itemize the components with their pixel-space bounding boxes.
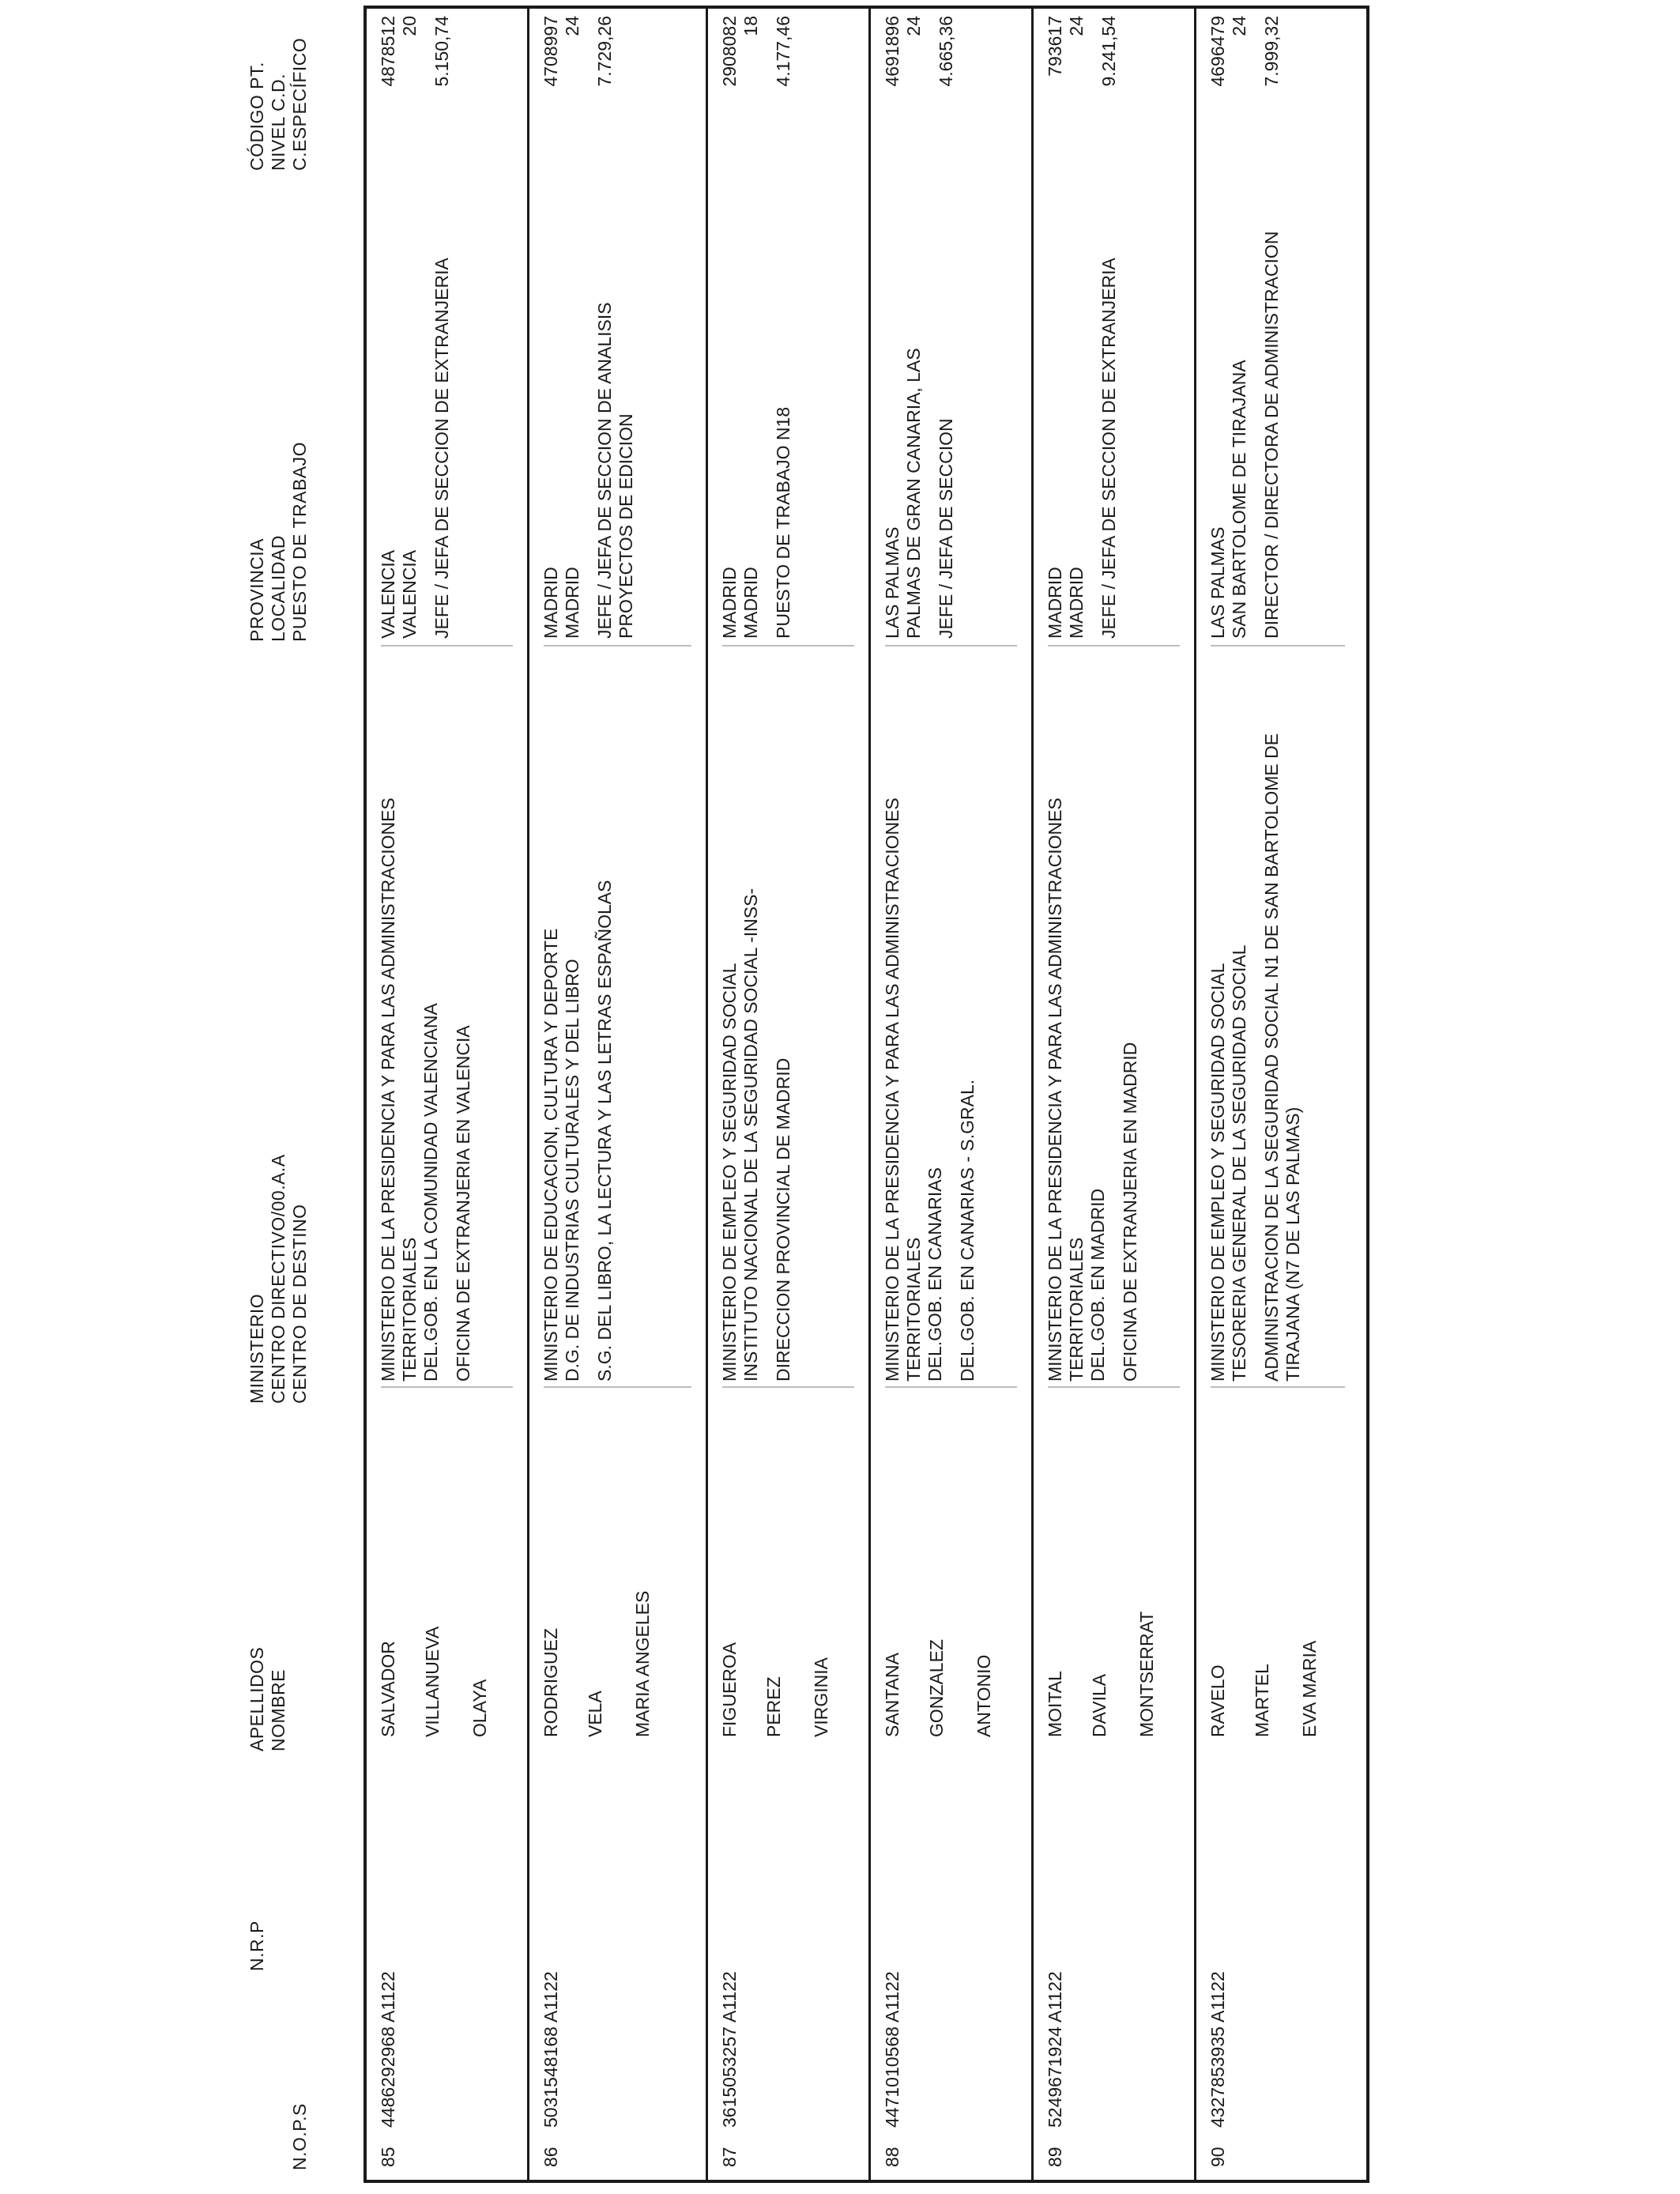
table-row bbox=[871, 9, 1034, 2180]
header-ministerio-label: MINISTERIO bbox=[247, 1293, 267, 1404]
centro-destino-value: DIRECCION PROVINCIAL DE MADRID bbox=[773, 1057, 793, 1382]
nrp-cell bbox=[719, 1960, 740, 2128]
nrp-cell bbox=[541, 1960, 562, 2128]
puesto-value: JEFE / JEFA DE SECCION DE EXTRANJERIA bbox=[431, 258, 452, 639]
apellido1-value: FIGUEROA bbox=[719, 1642, 740, 1737]
especifico-value: 5.150,74 bbox=[431, 16, 452, 87]
apellido1-value: SANTANA bbox=[882, 1653, 902, 1737]
nops-value: 89 bbox=[1045, 2147, 1065, 2167]
column-separator bbox=[885, 645, 1017, 647]
centro-destino-value: OFICINA DE EXTRANJERIA EN MADRID bbox=[1120, 1042, 1140, 1382]
apellido2-value: PEREZ bbox=[763, 1676, 784, 1737]
records-table bbox=[363, 6, 1369, 2183]
column-separator bbox=[1048, 645, 1180, 647]
codigo-value: 4708997 bbox=[541, 16, 561, 87]
nops-cell bbox=[1045, 2145, 1066, 2167]
provincia-value: MADRID bbox=[541, 567, 561, 639]
localidad-value: SAN BARTOLOME DE TIRAJANA bbox=[1229, 360, 1249, 639]
nombre-value: MARIA ANGELES bbox=[632, 1590, 653, 1737]
especifico-value: 7.999,32 bbox=[1261, 16, 1282, 87]
localidad-value: MADRID bbox=[1066, 567, 1087, 639]
nops-value: 85 bbox=[378, 2147, 398, 2167]
codigo-value: 4696479 bbox=[1207, 16, 1228, 87]
centro-directivo-value: INSTITUTO NACIONAL DE LA SEGURIDAD SOCIAL -INSS- bbox=[740, 888, 761, 1382]
header-puesto-label: PUESTO DE TRABAJO bbox=[289, 441, 310, 642]
provincia-value: LAS PALMAS bbox=[882, 526, 902, 639]
apellido1-value: MOITAL bbox=[1045, 1671, 1065, 1737]
centro-directivo-value: DEL.GOB. EN LA COMUNIDAD VALENCIANA bbox=[420, 1003, 441, 1382]
apellido2-value: MARTEL bbox=[1252, 1664, 1272, 1737]
nops-cell bbox=[882, 2145, 903, 2167]
provincia-cell bbox=[541, 196, 637, 639]
nrp-value: 5249671924 A1122 bbox=[1045, 1971, 1065, 2128]
table-header bbox=[247, 0, 333, 2194]
header-apellidos bbox=[247, 1647, 289, 1751]
nivel-value: 24 bbox=[1066, 16, 1087, 36]
codigo-cell bbox=[1045, 16, 1120, 188]
nivel-value: 18 bbox=[740, 16, 761, 36]
centro-destino-value: S.G. DEL LIBRO, LA LECTURA Y LAS LETRAS ESPAÑOLAS bbox=[594, 880, 615, 1382]
ministerio-value: MINISTERIO DE EMPLEO Y SEGURIDAD SOCIAL bbox=[719, 963, 740, 1382]
ministerio-value: MINISTERIO DE LA PRESIDENCIA Y PARA LAS ADMINISTRACIONES TERRITORIALES bbox=[1045, 797, 1087, 1382]
ministerio-value: MINISTERIO DE EDUCACION, CULTURA Y DEPORTE bbox=[541, 928, 561, 1382]
codigo-value: 793617 bbox=[1045, 16, 1065, 77]
apellido1-value: RODRIGUEZ bbox=[541, 1628, 561, 1737]
provincia-cell bbox=[1045, 196, 1120, 639]
header-codigo bbox=[247, 38, 311, 171]
puesto-value: JEFE / JEFA DE SECCION DE ANALISIS PROYECTOS DE EDICION bbox=[594, 302, 636, 639]
codigo-value: 4878512 bbox=[378, 16, 398, 87]
localidad-value: MADRID bbox=[740, 567, 761, 639]
nops-value: 86 bbox=[541, 2147, 561, 2167]
nrp-value: 4486292968 A1122 bbox=[378, 1971, 398, 2128]
codigo-cell bbox=[378, 16, 453, 188]
header-ministerio bbox=[247, 1154, 311, 1404]
ministerio-value: MINISTERIO DE LA PRESIDENCIA Y PARA LAS ADMINISTRACIONES TERRITORIALES bbox=[882, 797, 924, 1382]
nops-value: 90 bbox=[1207, 2147, 1228, 2167]
provincia-value: LAS PALMAS bbox=[1207, 526, 1228, 639]
puesto-value: JEFE / JEFA DE SECCION DE EXTRANJERIA bbox=[1098, 258, 1119, 639]
nrp-value: 4327853935 A1122 bbox=[1207, 1971, 1228, 2128]
nivel-value: 20 bbox=[399, 16, 420, 36]
codigo-value: 2908082 bbox=[719, 16, 740, 87]
nivel-value: 24 bbox=[903, 16, 924, 36]
provincia-value: MADRID bbox=[719, 567, 740, 639]
nops-cell bbox=[719, 2145, 740, 2167]
ministerio-cell bbox=[719, 654, 794, 1382]
codigo-cell bbox=[1207, 16, 1283, 188]
provincia-cell bbox=[1207, 196, 1283, 639]
localidad-value: PALMAS DE GRAN CANARIA, LAS bbox=[903, 348, 924, 639]
table-row bbox=[529, 9, 708, 2180]
nombre-value: VIRGINIA bbox=[811, 1657, 831, 1737]
nops-cell bbox=[378, 2145, 399, 2167]
especifico-value: 4.665,36 bbox=[936, 16, 956, 87]
table-row bbox=[1034, 9, 1196, 2180]
apellido2-value: VILLANUEVA bbox=[422, 1626, 443, 1737]
header-localidad-label: LOCALIDAD bbox=[268, 535, 288, 642]
nrp-value: 3615053257 A1122 bbox=[719, 1971, 740, 2128]
header-provincia-label: PROVINCIA bbox=[247, 537, 267, 642]
centro-directivo-value: TESORERIA GENERAL DE LA SEGURIDAD SOCIAL bbox=[1229, 944, 1249, 1382]
header-nops bbox=[247, 2103, 311, 2170]
ministerio-cell bbox=[378, 654, 474, 1382]
centro-directivo-value: DEL.GOB. EN MADRID bbox=[1087, 1188, 1108, 1382]
especifico-value: 9.241,54 bbox=[1098, 16, 1119, 87]
ministerio-cell bbox=[541, 654, 616, 1382]
nombre-value: MONTSERRAT bbox=[1136, 1611, 1157, 1737]
provincia-cell bbox=[378, 196, 453, 639]
column-separator bbox=[722, 1386, 854, 1388]
table-row bbox=[1196, 9, 1359, 2180]
header-nombre-label: NOMBRE bbox=[268, 1669, 288, 1751]
header-nops-label: N.O.P.S bbox=[289, 2103, 310, 2170]
especifico-value: 7.729,26 bbox=[594, 16, 615, 87]
ministerio-value: MINISTERIO DE EMPLEO Y SEGURIDAD SOCIAL bbox=[1207, 963, 1228, 1382]
apellido2-value: DAVILA bbox=[1089, 1673, 1109, 1737]
nops-value: 88 bbox=[882, 2147, 902, 2167]
especifico-value: 4.177,46 bbox=[773, 16, 793, 87]
apellido2-value: VELA bbox=[585, 1691, 605, 1737]
nrp-cell bbox=[378, 1960, 399, 2128]
column-separator bbox=[885, 1386, 1017, 1388]
header-nrp bbox=[247, 1921, 268, 1971]
nrp-cell bbox=[882, 1960, 903, 2128]
nops-cell bbox=[1207, 2145, 1229, 2167]
codigo-cell bbox=[719, 16, 794, 188]
table-row bbox=[708, 9, 871, 2180]
provincia-cell bbox=[719, 196, 794, 639]
localidad-value: VALENCIA bbox=[399, 549, 420, 639]
column-separator bbox=[722, 645, 854, 647]
apellido2-value: GONZALEZ bbox=[926, 1639, 947, 1737]
apellido1-value: SALVADOR bbox=[378, 1641, 398, 1737]
table-row bbox=[367, 9, 529, 2180]
centro-destino-value: ADMINISTRACION DE LA SEGURIDAD SOCIAL N1 DE SAN BARTOLOME DE TIRAJANA (N7 DE LAS PALMAS) bbox=[1261, 733, 1303, 1382]
codigo-cell bbox=[882, 16, 957, 188]
column-separator bbox=[1048, 1386, 1180, 1388]
column-separator bbox=[544, 1386, 691, 1388]
header-codigo-label: CÓDIGO PT. bbox=[247, 62, 267, 171]
column-separator bbox=[381, 645, 513, 647]
ministerio-cell bbox=[1207, 654, 1304, 1382]
nombre-value: ANTONIO bbox=[974, 1654, 994, 1737]
centro-destino-value: DEL.GOB. EN CANARIAS - S.GRAL. bbox=[957, 1079, 977, 1382]
codigo-cell bbox=[541, 16, 616, 188]
header-apellidos-label: APELLIDOS bbox=[247, 1646, 267, 1751]
nombre-value: OLAYA bbox=[469, 1679, 490, 1737]
centro-destino-value: OFICINA DE EXTRANJERIA EN VALENCIA bbox=[453, 1025, 473, 1382]
nivel-value: 24 bbox=[562, 16, 582, 36]
column-separator bbox=[381, 1386, 513, 1388]
ministerio-cell bbox=[1045, 654, 1141, 1382]
nrp-cell bbox=[1207, 1960, 1229, 2128]
puesto-value: PUESTO DE TRABAJO N18 bbox=[773, 406, 793, 639]
column-separator bbox=[544, 645, 691, 647]
provincia-value: MADRID bbox=[1045, 567, 1065, 639]
ministerio-value: MINISTERIO DE LA PRESIDENCIA Y PARA LAS ADMINISTRACIONES TERRITORIALES bbox=[378, 797, 420, 1382]
header-nrp-label: N.R.P bbox=[247, 1921, 267, 1971]
localidad-value: MADRID bbox=[562, 567, 582, 639]
provincia-cell bbox=[882, 196, 957, 639]
nombre-value: EVA MARIA bbox=[1299, 1640, 1320, 1737]
provincia-value: VALENCIA bbox=[378, 549, 398, 639]
puesto-value: JEFE / JEFA DE SECCION bbox=[936, 418, 956, 639]
header-especifico-label: C.ESPECÍFICO bbox=[289, 37, 310, 171]
header-centro-directivo-label: CENTRO DIRECTIVO/00.A.A bbox=[268, 1154, 288, 1404]
nrp-value: 4471010568 A1122 bbox=[882, 1971, 902, 2128]
nrp-cell bbox=[1045, 1960, 1066, 2128]
header-provincia bbox=[247, 442, 311, 642]
puesto-value: DIRECTOR / DIRECTORA DE ADMINISTRACION bbox=[1261, 231, 1282, 639]
column-separator bbox=[1211, 645, 1345, 647]
nrp-value: 5031548168 A1122 bbox=[541, 1971, 561, 2128]
header-centro-destino-label: CENTRO DE DESTINO bbox=[289, 1204, 310, 1404]
centro-directivo-value: D.G. DE INDUSTRIAS CULTURALES Y DEL LIBRO bbox=[562, 959, 582, 1382]
nops-cell bbox=[541, 2145, 562, 2167]
nops-value: 87 bbox=[719, 2147, 740, 2167]
column-separator bbox=[1211, 1386, 1345, 1388]
nivel-value: 24 bbox=[1229, 16, 1249, 36]
codigo-value: 4691896 bbox=[882, 16, 902, 87]
header-nivel-label: NIVEL C.D. bbox=[268, 73, 288, 171]
centro-directivo-value: DEL.GOB. EN CANARIAS bbox=[925, 1167, 945, 1382]
ministerio-cell bbox=[882, 654, 978, 1382]
apellido1-value: RAVELO bbox=[1207, 1664, 1228, 1737]
